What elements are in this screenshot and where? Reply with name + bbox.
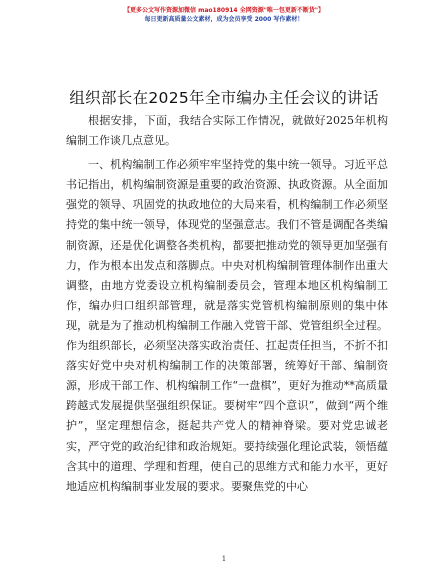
paragraph-intro: 根据安排，下面，我结合实际工作情况，就做好2025年机构编制工作谈几点意见。 [66, 114, 388, 148]
promo-line-2: 每日更新高质量公文素材，成为会员享受 2000 写作素材！ [144, 16, 304, 23]
document-title: 组织部长在2025年全市编办主任会议的讲话 [69, 89, 379, 107]
page-number: 1 [221, 555, 227, 563]
document-body [66, 111, 388, 497]
promo-line-1: 【更多公文写作资源加微信 mao180914 全网资源"唯一包更新不断货"】 [124, 7, 324, 14]
paragraph-section-1: 一、机构编制工作必须牢牢坚持党的集中统一领导。习近平总书记指出，机构编制资源是重要的政治资源、执政资源。从全面加强党的领导、巩固党的执政地位的大局来看，机构编制工作必须坚持党的集中统一领导，体现党的坚强意志。我们不管是调配各类编制资源，还是优化调整各类机构，都要把推动党的领导更加坚强有力，作为根本出发点和落脚点。中央对机构编制管理体制作出重大调整，由地方党委设立机构编制委员会，管理本地区机构编制工作，编办归口组织部管理，就是落实党管机构编制原则的集中体现，就是为了推动机构编制工作融入党管干部、党管组织全过程。作为组织部长，必须坚决落实政治责任、扛起责任担当，不折不扣落实好党中央对机构编制工作的决策部署，统筹好干部、编制资源，形成干部工作、机构编制工作“一盘棋”，更好为推动**高质量跨越式发展提供坚强组织保证。要树牢“四个意识”，做到“两个维护”，坚定理想信念，挺起共产党人的精神脊梁。要对党忠诚老实，严守党的政治纪律和政治规矩。要持续强化理论武装，领悟蕴含其中的道理、学理和哲理，使自己的思维方式和能力水平，更好地适应机构编制事业发展的要求。要聚焦党的中心 [66, 158, 388, 493]
promo-banner [0, 6, 448, 24]
